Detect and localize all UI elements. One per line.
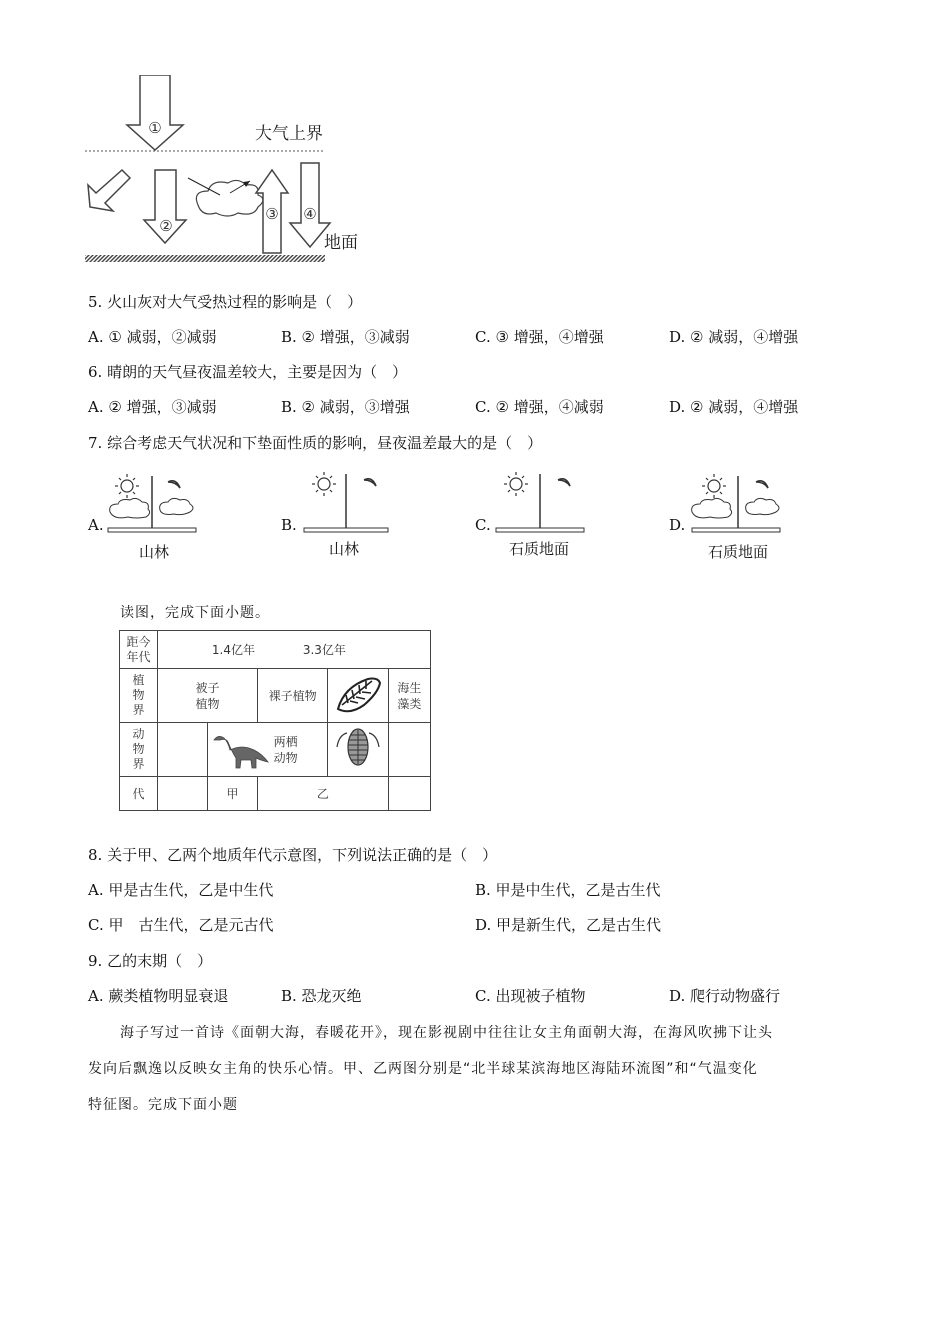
label-atmos-top: 大气上界 [255, 124, 323, 144]
intro-read-figure: 读图，完成下面小题。 [120, 605, 270, 621]
cloud-night-icon [160, 498, 193, 514]
dinosaur-icon [210, 730, 270, 770]
q6-option-a[interactable]: A. ② 增强，③减弱 [88, 398, 217, 416]
q7-stem: 7. 综合考虑天气状况和下垫面性质的影响，昼夜温差最大的是（ ） [88, 434, 543, 452]
q5-option-b[interactable]: B. ② 增强，③减弱 [281, 328, 410, 346]
age-1-4: 1.4亿年 [211, 643, 256, 657]
q9-option-c[interactable]: C. 出现被子植物 [475, 987, 586, 1005]
era-yi: 乙 [257, 777, 388, 811]
q9-stem: 9. 乙的末期（ ） [88, 952, 213, 970]
era-jia: 甲 [207, 777, 257, 811]
fern-fossil-icon [332, 673, 384, 715]
moon-icon [168, 481, 180, 488]
q7-option-c-figure [492, 470, 588, 534]
surface-bar [496, 528, 584, 532]
cloud-shape [196, 180, 263, 216]
passage-line-1: 海子写过一首诗《面朝大海，春暖花开》，现在影视剧中往往让女主角面朝大海，在海风吹拂下让头 [120, 1025, 773, 1041]
geologic-era-table [119, 630, 431, 811]
surface-bar [692, 528, 780, 532]
q7-option-b-figure [298, 470, 394, 534]
surface-bar [304, 528, 388, 532]
q8-stem: 8. 关于甲、乙两个地质年代示意图，下列说法正确的是（ ） [88, 846, 498, 864]
moon-icon [364, 479, 376, 486]
q9-option-b[interactable]: B. 恐龙灭绝 [281, 987, 362, 1005]
dinosaur-cell [207, 723, 328, 777]
trilobite-cell [328, 723, 389, 777]
q7-option-a-letter[interactable]: A. [88, 516, 104, 534]
age-3-3: 3.3亿年 [302, 643, 346, 657]
header-age: 距今年代 [120, 631, 158, 669]
sun-icon [312, 472, 336, 496]
q7-option-d-figure [686, 470, 786, 534]
plant-angiosperm: 被子植物 [195, 680, 220, 711]
moon-icon [756, 481, 768, 488]
q7-option-b-caption: 山林 [329, 540, 360, 558]
surface-bar [108, 528, 196, 532]
q6-stem: 6. 晴朗的天气昼夜温差较大，主要是因为（ ） [88, 363, 408, 381]
animal-amphibian: 两栖动物 [273, 734, 298, 765]
passage-line-3: 特征图。完成下面小题 [88, 1097, 238, 1113]
q8-option-a[interactable]: A. 甲是古生代，乙是中生代 [88, 881, 274, 899]
atmosphere-heating-diagram [80, 75, 380, 270]
q6-option-b[interactable]: B. ② 减弱，③增强 [281, 398, 410, 416]
q7-option-b-letter[interactable]: B. [281, 516, 297, 534]
arrow-reflected [88, 170, 130, 211]
sun-icon [702, 474, 726, 498]
q9-option-d[interactable]: D. 爬行动物盛行 [669, 987, 781, 1005]
label-n2: ② [159, 217, 173, 235]
q5-option-c[interactable]: C. ③ 增强，④增强 [475, 328, 604, 346]
q7-option-d-letter[interactable]: D. [669, 516, 686, 534]
q5-stem: 5. 火山灰对大气受热过程的影响是（ ） [88, 293, 363, 311]
q7-option-a-figure [104, 470, 200, 534]
cloud-day-icon [110, 498, 150, 518]
plant-gymnosperm: 裸子植物 [268, 689, 317, 703]
q8-option-d[interactable]: D. 甲是新生代，乙是古生代 [475, 916, 662, 934]
cloud-night-icon [746, 498, 779, 514]
q5-option-a[interactable]: A. ① 减弱，②减弱 [88, 328, 217, 346]
q7-option-c-letter[interactable]: C. [475, 516, 491, 534]
header-era: 代 [120, 777, 158, 811]
moon-icon [558, 479, 570, 486]
q5-option-d[interactable]: D. ② 减弱，④增强 [669, 328, 799, 346]
cloud-day-icon [692, 498, 732, 518]
header-animal: 动物界 [120, 723, 158, 777]
plant-marine-algae: 海生藻类 [397, 680, 422, 711]
q8-option-b[interactable]: B. 甲是中生代，乙是古生代 [475, 881, 661, 899]
sun-icon [504, 472, 528, 496]
label-ground: 地面 [324, 233, 358, 253]
q6-option-d[interactable]: D. ② 减弱，④增强 [669, 398, 799, 416]
q7-option-c-caption: 石质地面 [509, 540, 570, 558]
label-n4: ④ [303, 205, 317, 223]
label-n1: ① [148, 119, 162, 137]
q7-option-d-caption: 石质地面 [708, 543, 769, 561]
q8-option-c[interactable]: C. 甲 古生代，乙是元古代 [88, 916, 274, 934]
header-plant: 植物界 [120, 669, 158, 723]
trilobite-icon [331, 725, 385, 771]
q6-option-c[interactable]: C. ② 增强，④减弱 [475, 398, 604, 416]
q9-option-a[interactable]: A. 蕨类植物明显衰退 [88, 987, 229, 1005]
ground-surface [85, 255, 325, 262]
arrow-1-solar-incoming [127, 75, 183, 150]
fern-fossil-cell [328, 669, 389, 723]
q7-option-a-caption: 山林 [139, 543, 170, 561]
label-n3: ③ [265, 205, 279, 223]
sun-icon [115, 474, 139, 498]
passage-line-2: 发向后飘逸以反映女主角的快乐心情。甲、乙两图分别是“北半球某滨海地区海陆环流图”和“气温变化 [88, 1061, 758, 1077]
